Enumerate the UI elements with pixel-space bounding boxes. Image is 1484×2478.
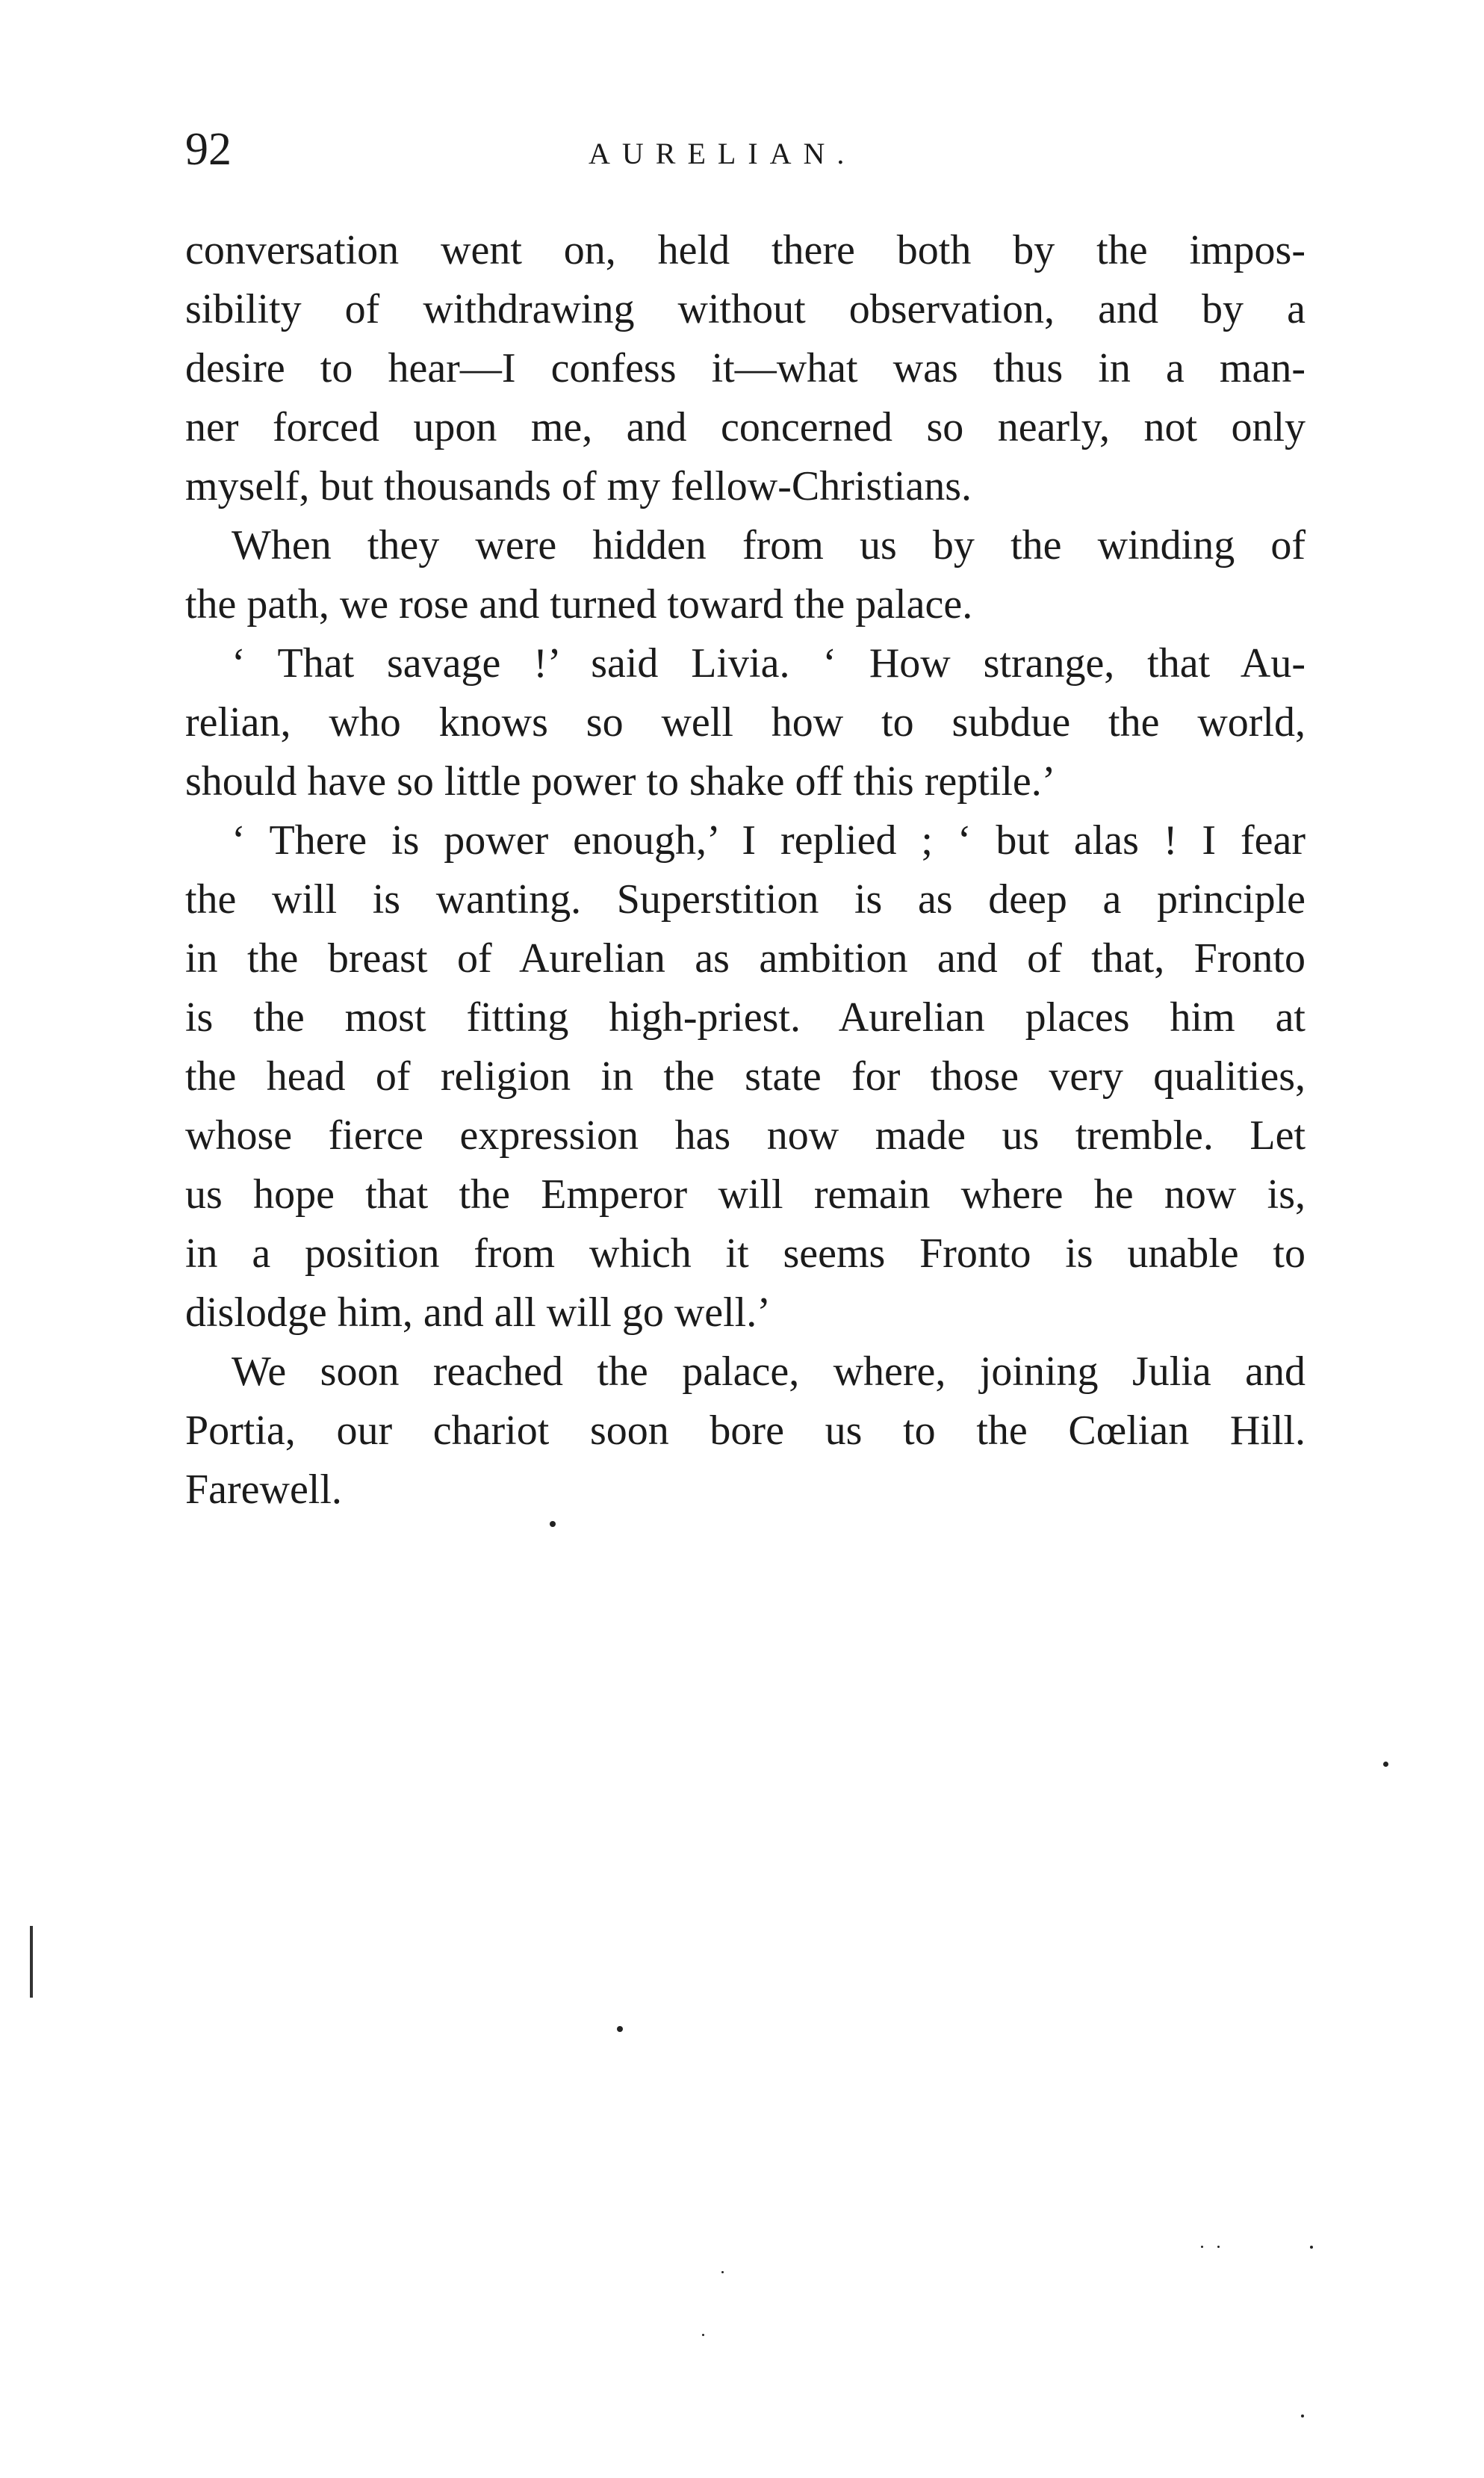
scan-speck [702,2334,704,2336]
text-line: dislodge him, and all will go well.’ [185,1289,771,1336]
text-line: whose fierce expression has now made us tremble. Let [185,1112,1306,1159]
running-title: AURELIAN. [589,137,857,170]
body-text [185,221,1306,1520]
text-line: us hope that the Emperor will remain where he now is, [185,1171,1306,1218]
text-line: ‘ There is power enough,’ I replied ; ‘ but alas ! I fear [232,817,1306,864]
text-line: is the most fitting high-priest. Aurelian places him at [185,994,1306,1041]
text-line: relian, who knows so well how to subdue the world, [185,699,1306,746]
running-head [185,120,1306,179]
text-line: When they were hidden from us by the winding of [232,522,1306,569]
scan-speck [1217,2246,1220,2248]
text-line: We soon reached the palace, where, joining Julia and [232,1348,1306,1395]
scan-speck [550,1521,556,1527]
scan-speck [1383,1762,1388,1767]
paragraph [185,634,1306,811]
text-line: should have so little power to shake off this reptile.’ [185,758,1056,805]
scan-speck [1310,2246,1313,2249]
text-line: the head of religion in the state for those very qualities, [185,1053,1306,1100]
text-line: in the breast of Aurelian as ambition and of that, Fronto [185,935,1306,982]
text-line: ‘ That savage !’ said Livia. ‘ How strange, that Au- [232,640,1306,687]
scan-speck [1201,2246,1203,2248]
scan-speck [617,2026,623,2032]
text-line: desire to hear—I confess it—what was thus in a man- [185,345,1306,391]
scan-speck [1301,2414,1304,2417]
page-number: 92 [185,124,232,175]
text-line: the will is wanting. Superstition is as deep a principle [185,876,1306,923]
text-line: Farewell. [185,1466,342,1513]
paragraph [185,811,1306,1342]
text-line: in a position from which it seems Fronto is unable to [185,1230,1306,1277]
paragraph [185,221,1306,516]
text-line: conversation went on, held there both by the impos- [185,227,1306,273]
paragraph [185,516,1306,634]
paragraph [185,1342,1306,1520]
text-line: ner forced upon me, and concerned so nearly, not only [185,404,1306,450]
text-line: sibility of withdrawing without observation, and by a [185,286,1306,332]
text-line: Portia, our chariot soon bore us to the Cœlian Hill. [185,1407,1306,1454]
scan-speck [721,2271,724,2273]
scan-edge-mark [30,1926,33,1998]
text-line: myself, but thousands of my fellow-Christians. [185,463,972,509]
text-line: the path, we rose and turned toward the palace. [185,581,973,628]
